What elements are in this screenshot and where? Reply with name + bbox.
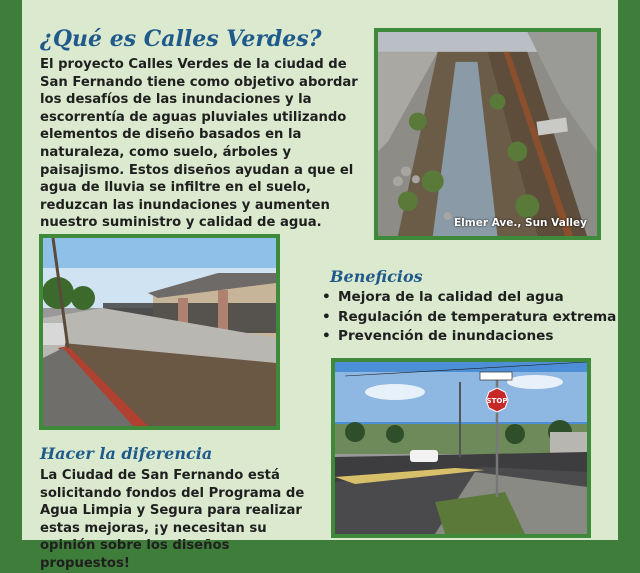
- difference-paragraph: La Ciudad de San Fernando está solicitando fondos del Programa de Agua Limpia y Segura para realizar estas mejoras, ¡y necesitan su opinión sobre los diseños propuestos!: [40, 468, 305, 571]
- bioswale-photo-caption: Elmer Ave., Sun Valley: [454, 217, 587, 229]
- benefits-list: [322, 288, 616, 347]
- benefits-title: Beneficios: [330, 267, 423, 286]
- benefit-item: • Regulación de temperatura extrema: [322, 308, 616, 328]
- intro-title: ¿Qué es Calles Verdes?: [40, 26, 322, 52]
- intersection-photo: [331, 358, 591, 538]
- benefit-item: • Prevención de inundaciones: [322, 327, 616, 347]
- intro-paragraph: El proyecto Calles Verdes de la ciudad de San Fernando tiene como objetivo abordar los desafíos de las inundaciones y la escorrentía de aguas pluviales utilizando elementos de diseño basados en la naturaleza, como suelo, árboles y paisajismo. Estos diseños ayudan a que el agua de lluvia se infiltre en el suelo, reduzcan las inundaciones y aumenten nuestro suministro y calidad de agua.: [40, 57, 358, 231]
- bioswale-photo: [374, 28, 601, 240]
- stop-sign-text: STOP: [486, 397, 508, 405]
- difference-title: Hacer la diferencia: [40, 444, 213, 463]
- benefit-item: • Mejora de la calidad del agua: [322, 288, 616, 308]
- parkway-photo: [39, 234, 280, 430]
